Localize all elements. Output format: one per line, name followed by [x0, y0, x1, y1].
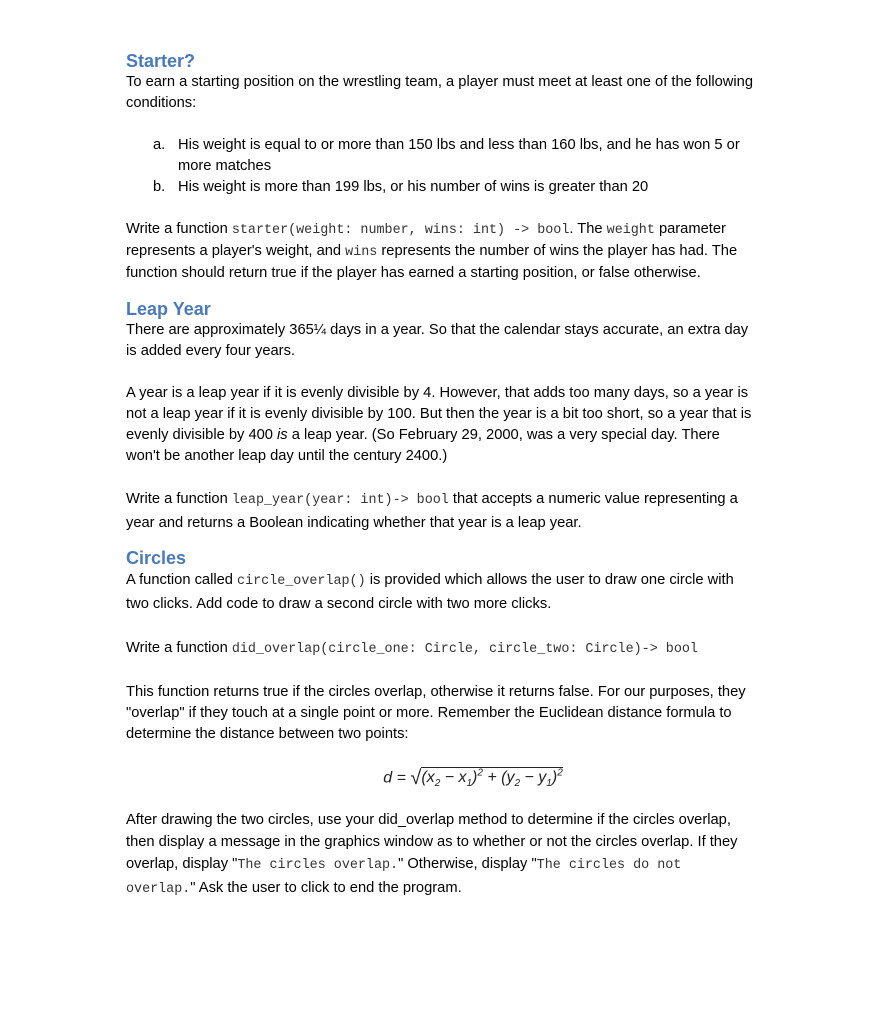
text-run: that accepts a numeric value representing a year and returns a Boolean indicating whether that year is a leap year. — [126, 491, 738, 531]
leap-intro: There are approximately 365¼ days in a year. So that the calendar stays accurate, an extra day is added every four years. — [126, 322, 749, 359]
circles-instructions — [126, 809, 754, 901]
emphasis: is — [277, 427, 288, 443]
distance-formula: $d = √(x_2 - x_1)^2 + (y_2 - y_1)^2$ — [383, 767, 563, 790]
document-page — [126, 50, 754, 901]
condition-text: His weight is more than 199 lbs, or his number of wins is greater than 20 — [178, 179, 649, 195]
conditions-list — [126, 135, 754, 198]
code-inline: circle_overlap() — [237, 574, 366, 589]
starter-function-description — [126, 219, 754, 284]
list-marker: a. — [153, 137, 166, 153]
circles-function-description: This function returns true if the circles overlap, otherwise it returns false. For our purposes, they "overlap" if they touch at a single point or more. Remember the Euclidean distance formula to determine the distance between two points: — [126, 684, 746, 742]
code-inline: The circles do not overlap. — [126, 858, 682, 897]
list-item — [126, 135, 754, 177]
text-run: " Otherwise, display " — [398, 856, 537, 872]
text-run: represents the number of wins the player has had. The function should return true if the player has earned a starting position, or false otherwise. — [126, 243, 738, 281]
starter-intro: To earn a starting position on the wrestling team, a player must meet at least one of the following conditions: — [126, 74, 754, 111]
code-inline: wins — [345, 245, 378, 260]
text-run: . The — [569, 221, 607, 237]
text-run: A year is a leap year if it is evenly divisible by 4. However, that adds too many days, so a year is not a leap year if it is evenly divisible by 100. But then the year is a bit too short, so a year that is evenly divisible by 400 — [126, 385, 752, 443]
list-marker: b. — [153, 179, 166, 195]
leap-function-description — [126, 488, 754, 535]
text-run: Write a function — [126, 640, 232, 656]
code-signature: did_overlap(circle_one: Circle, circle_two: Circle)-> bool — [231, 642, 698, 657]
list-item — [126, 177, 754, 198]
condition-text: His weight is equal to or more than 150 lbs and less than 160 lbs, and he has won 5 or more matches — [178, 137, 740, 174]
text-run: Write a function — [126, 491, 232, 507]
circles-function-signature — [126, 637, 754, 661]
text-run: A function called — [126, 572, 238, 588]
text-run: a leap year. (So February 29, 2000, was a very special day. There won't be another leap day until the century 2400.) — [126, 427, 720, 464]
text-run: is provided which allows the user to draw one circle with two clicks. Add code to draw a second circle with two more clicks. — [126, 572, 734, 612]
text-run: parameter represents a player's weight, and — [126, 221, 726, 259]
code-signature: leap_year(year: int)-> bool — [231, 493, 449, 508]
section-heading-starter: Starter? — [126, 51, 196, 71]
code-inline: The circles overlap. — [237, 858, 399, 873]
text-run: After drawing the two circles, use your did_overlap method to determine if the circles overlap, then display a message in the graphics window as to whether or not the circles overlap. If they overlap, display " — [126, 812, 738, 872]
text-run: " Ask the user to click to end the program. — [190, 880, 462, 896]
leap-rules — [126, 383, 754, 467]
code-signature: starter(weight: number, wins: int) -> bool — [231, 223, 570, 238]
section-heading-leap-year: Leap Year — [126, 299, 211, 319]
text-run: Write a function — [126, 221, 232, 237]
circles-intro — [126, 569, 754, 616]
code-inline: weight — [606, 223, 655, 238]
section-heading-circles: Circles — [126, 548, 187, 568]
